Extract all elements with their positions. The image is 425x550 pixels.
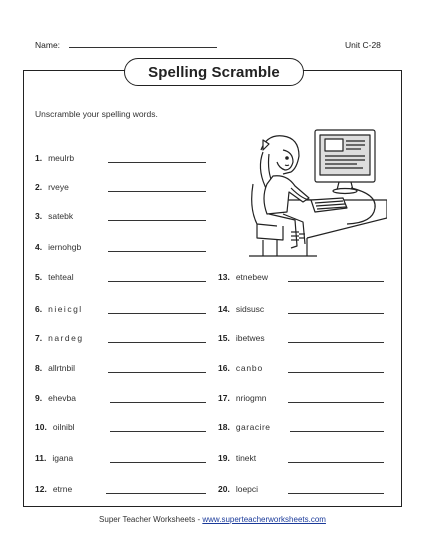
list-item	[35, 361, 75, 375]
answer-blank[interactable]	[288, 342, 384, 343]
answer-blank[interactable]	[110, 431, 206, 432]
list-item	[35, 209, 73, 223]
list-item	[35, 302, 83, 316]
answer-blank[interactable]	[288, 281, 384, 282]
item-number: 10.	[35, 422, 47, 432]
item-number: 1.	[35, 153, 43, 163]
answer-blank[interactable]	[108, 372, 206, 373]
list-item	[35, 482, 72, 496]
list-item	[218, 391, 267, 405]
list-item	[35, 391, 76, 405]
scrambled-word: garacire	[235, 422, 271, 432]
scrambled-word: sidsusc	[235, 304, 265, 314]
item-number: 5.	[35, 272, 43, 282]
answer-blank[interactable]	[108, 342, 206, 343]
scrambled-word: ehevba	[48, 393, 76, 403]
list-item	[35, 151, 74, 165]
list-item	[35, 451, 73, 465]
answer-blank[interactable]	[108, 313, 206, 314]
item-number: 12.	[35, 484, 47, 494]
answer-blank[interactable]	[288, 313, 384, 314]
scrambled-word: loepci	[235, 484, 259, 494]
answer-blank[interactable]	[110, 462, 206, 463]
answer-blank[interactable]	[288, 462, 384, 463]
item-number: 14.	[218, 304, 230, 314]
item-number: 9.	[35, 393, 43, 403]
scrambled-word: meulrb	[48, 153, 75, 163]
scrambled-word: nardeg	[48, 333, 84, 343]
unit-label: Unit C-28	[345, 40, 381, 50]
item-number: 11.	[35, 453, 47, 463]
list-item	[35, 331, 84, 345]
scrambled-word: iernohgb	[48, 242, 82, 252]
answer-blank[interactable]	[290, 431, 384, 432]
footer-text: Super Teacher Worksheets -	[99, 515, 203, 524]
item-number: 15.	[218, 333, 230, 343]
item-number: 13.	[218, 272, 230, 282]
item-number: 3.	[35, 211, 43, 221]
name-label: Name:	[35, 40, 61, 50]
item-number: 4.	[35, 242, 43, 252]
item-number: 19.	[218, 453, 230, 463]
scrambled-word: tinekt	[235, 453, 257, 463]
list-item	[218, 270, 268, 284]
answer-blank[interactable]	[288, 493, 384, 494]
item-number: 7.	[35, 333, 43, 343]
scrambled-word: satebk	[48, 211, 74, 221]
scrambled-word: etrne	[52, 484, 73, 494]
item-number: 8.	[35, 363, 43, 373]
list-item	[218, 302, 264, 316]
item-number: 2.	[35, 182, 43, 192]
list-item	[218, 331, 265, 345]
answer-blank[interactable]	[288, 402, 384, 403]
answer-blank[interactable]	[108, 220, 206, 221]
list-item	[218, 451, 256, 465]
answer-blank[interactable]	[108, 191, 206, 192]
scrambled-word: allrtnbil	[48, 363, 76, 373]
list-item	[35, 270, 74, 284]
scrambled-word: canbo	[235, 363, 263, 373]
item-number: 17.	[218, 393, 230, 403]
scrambled-word: etnebew	[235, 272, 268, 282]
answer-blank[interactable]	[108, 162, 206, 163]
list-item	[35, 240, 81, 254]
list-item	[35, 420, 75, 434]
item-number: 6.	[35, 304, 43, 314]
item-number: 18.	[218, 422, 230, 432]
scrambled-word: igana	[52, 453, 74, 463]
page-title: Spelling Scramble	[124, 58, 304, 86]
answer-blank[interactable]	[106, 493, 206, 494]
answer-blank[interactable]	[288, 372, 384, 373]
answer-blank[interactable]	[108, 251, 206, 252]
girl-at-computer-icon	[247, 128, 387, 263]
footer-link[interactable]: www.superteacherworksheets.com	[202, 515, 326, 524]
scrambled-word: nriogmn	[235, 393, 267, 403]
item-number: 16.	[218, 363, 230, 373]
answer-blank[interactable]	[108, 281, 206, 282]
scrambled-word: nieicgl	[48, 304, 83, 314]
scrambled-word: ibetwes	[235, 333, 265, 343]
scrambled-word: tehteal	[48, 272, 74, 282]
list-item	[218, 482, 258, 496]
scrambled-word: oilnibl	[52, 422, 75, 432]
footer	[0, 515, 425, 524]
list-item	[218, 361, 263, 375]
scrambled-word: rveye	[48, 182, 69, 192]
list-item	[35, 180, 69, 194]
answer-blank[interactable]	[110, 402, 206, 403]
item-number: 20.	[218, 484, 230, 494]
instructions-text: Unscramble your spelling words.	[35, 109, 158, 119]
list-item	[218, 420, 271, 434]
name-field[interactable]	[69, 47, 217, 48]
